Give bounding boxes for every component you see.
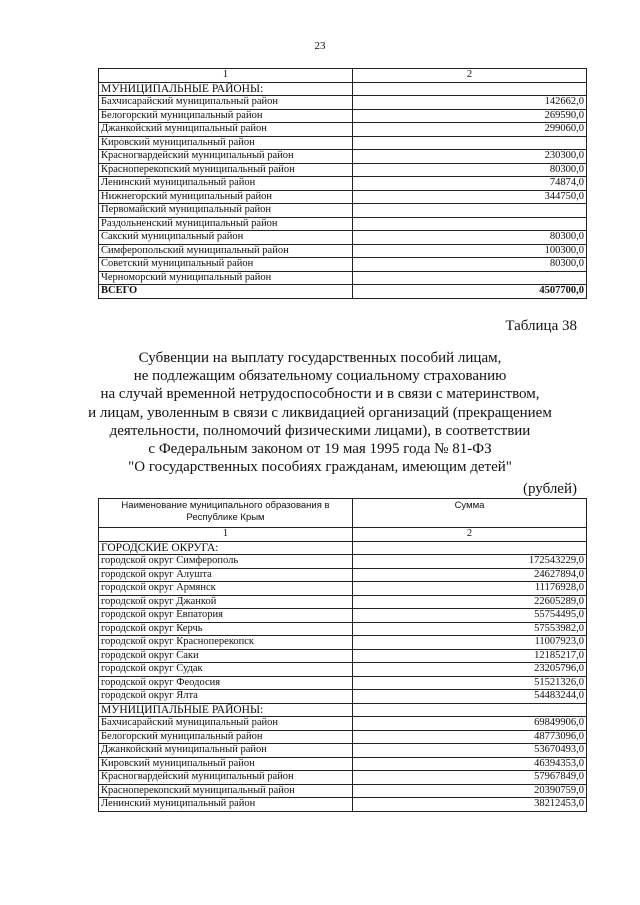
row-name: городской округ Феодосия — [99, 676, 353, 690]
header-sum: Сумма — [353, 499, 587, 528]
row-value: 142662,0 — [353, 96, 587, 110]
subsidy-table-bottom — [98, 498, 587, 812]
row-value — [353, 703, 587, 717]
row-value: 4507700,0 — [353, 285, 587, 299]
row-value: 54483244,0 — [353, 690, 587, 704]
table-row — [99, 744, 587, 758]
row-name: городской округ Керчь — [99, 622, 353, 636]
table-row — [99, 555, 587, 569]
row-value: 46394353,0 — [353, 757, 587, 771]
header-name: Наименование муниципального образования в Республике Крым — [99, 499, 353, 528]
row-name: городской округ Армянск — [99, 582, 353, 596]
row-value — [353, 271, 587, 285]
row-name: городской округ Саки — [99, 649, 353, 663]
title-line: "О государственных пособиях гражданам, имеющим детей" — [128, 459, 512, 476]
row-name: Ленинский муниципальный район — [99, 798, 353, 812]
column-number: 2 — [353, 528, 587, 542]
table-row — [99, 163, 587, 177]
table-row — [99, 622, 587, 636]
table-title — [70, 349, 570, 476]
row-value: 344750,0 — [353, 190, 587, 204]
title-line: деятельности, полномочий физическими лицами), в соответствии — [109, 422, 531, 439]
row-name: Красноперекопский муниципальный район — [99, 784, 353, 798]
row-name: Красногвардейский муниципальный район — [99, 771, 353, 785]
table-row — [99, 150, 587, 164]
section-row — [99, 703, 587, 717]
table-row — [99, 231, 587, 245]
table-row — [99, 582, 587, 596]
section-row — [99, 82, 587, 96]
section-row — [99, 541, 587, 555]
row-value: 11176928,0 — [353, 582, 587, 596]
row-value — [353, 217, 587, 231]
row-name: ГОРОДСКИЕ ОКРУГА: — [99, 541, 353, 555]
row-value: 12185217,0 — [353, 649, 587, 663]
title-line: с Федеральным законом от 19 мая 1995 года № 81-ФЗ — [148, 441, 492, 458]
row-value: 55754495,0 — [353, 609, 587, 623]
table-row — [99, 609, 587, 623]
row-name: Красногвардейский муниципальный район — [99, 150, 353, 164]
row-name: ВСЕГО — [99, 285, 353, 299]
row-value — [353, 204, 587, 218]
row-name: Сакский муниципальный район — [99, 231, 353, 245]
table-row — [99, 757, 587, 771]
row-value: 80300,0 — [353, 163, 587, 177]
row-value — [353, 136, 587, 150]
row-name: Ленинский муниципальный район — [99, 177, 353, 191]
table-row — [99, 96, 587, 110]
row-value: 23205796,0 — [353, 663, 587, 677]
table-row — [99, 717, 587, 731]
table-row — [99, 568, 587, 582]
column-number: 1 — [99, 528, 353, 542]
column-number: 1 — [99, 69, 353, 83]
table-row — [99, 771, 587, 785]
row-value: 57967849,0 — [353, 771, 587, 785]
row-value: 100300,0 — [353, 244, 587, 258]
row-name: городской округ Евпатория — [99, 609, 353, 623]
row-name: Симферопольский муниципальный район — [99, 244, 353, 258]
row-value: 53670493,0 — [353, 744, 587, 758]
table-row — [99, 271, 587, 285]
row-name: Черноморский муниципальный район — [99, 271, 353, 285]
header-row — [99, 499, 587, 528]
table-row — [99, 177, 587, 191]
subsidy-table-top — [98, 68, 587, 299]
table-row — [99, 663, 587, 677]
column-number-row — [99, 528, 587, 542]
table-row — [99, 136, 587, 150]
table-row — [99, 649, 587, 663]
row-name: Джанкойский муниципальный район — [99, 744, 353, 758]
row-value: 24627894,0 — [353, 568, 587, 582]
column-number-row — [99, 69, 587, 83]
row-value — [353, 541, 587, 555]
table-row — [99, 676, 587, 690]
row-value: 11007923,0 — [353, 636, 587, 650]
row-name: городской округ Ялта — [99, 690, 353, 704]
row-name: городской округ Красноперекопск — [99, 636, 353, 650]
row-name: Кировский муниципальный район — [99, 757, 353, 771]
row-name: Бахчисарайский муниципальный район — [99, 96, 353, 110]
row-name: Белогорский муниципальный район — [99, 109, 353, 123]
row-value: 22605289,0 — [353, 595, 587, 609]
row-value: 172543229,0 — [353, 555, 587, 569]
row-value: 57553982,0 — [353, 622, 587, 636]
table-row — [99, 123, 587, 137]
row-value: 48773096,0 — [353, 730, 587, 744]
unit-label: (рублей) — [522, 481, 577, 497]
table-row — [99, 595, 587, 609]
table-row — [99, 798, 587, 812]
page-number: 23 — [314, 40, 326, 52]
total-row — [99, 285, 587, 299]
row-name: МУНИЦИПАЛЬНЫЕ РАЙОНЫ: — [99, 82, 353, 96]
row-value: 230300,0 — [353, 150, 587, 164]
table-row — [99, 636, 587, 650]
table-row — [99, 730, 587, 744]
row-value: 74874,0 — [353, 177, 587, 191]
row-name: Советский муниципальный район — [99, 258, 353, 272]
row-name: Нижнегорский муниципальный район — [99, 190, 353, 204]
title-line: не подлежащим обязательному социальному страхованию — [133, 368, 507, 385]
column-number: 2 — [353, 69, 587, 83]
table-row — [99, 217, 587, 231]
title-line: и лицам, уволенным в связи с ликвидацией организаций (прекращением — [88, 404, 552, 421]
row-name: Первомайский муниципальный район — [99, 204, 353, 218]
row-name: Кировский муниципальный район — [99, 136, 353, 150]
table-row — [99, 690, 587, 704]
table-label: Таблица 38 — [505, 318, 577, 334]
row-value: 69849906,0 — [353, 717, 587, 731]
row-name: Красноперекопский муниципальный район — [99, 163, 353, 177]
row-name: МУНИЦИПАЛЬНЫЕ РАЙОНЫ: — [99, 703, 353, 717]
row-name: Раздольненский муниципальный район — [99, 217, 353, 231]
row-value: 51521326,0 — [353, 676, 587, 690]
row-name: Белогорский муниципальный район — [99, 730, 353, 744]
row-name: Джанкойский муниципальный район — [99, 123, 353, 137]
row-value: 20390759,0 — [353, 784, 587, 798]
title-line: на случай временной нетрудоспособности и в связи с материнством, — [100, 386, 540, 403]
table-row — [99, 190, 587, 204]
row-value: 80300,0 — [353, 258, 587, 272]
row-name: городской округ Симферополь — [99, 555, 353, 569]
table-row — [99, 784, 587, 798]
row-value: 80300,0 — [353, 231, 587, 245]
title-line: Субвенции на выплату государственных пособий лицам, — [138, 350, 502, 366]
row-name: городской округ Судак — [99, 663, 353, 677]
row-value: 38212453,0 — [353, 798, 587, 812]
table-row — [99, 258, 587, 272]
row-value — [353, 82, 587, 96]
row-name: Бахчисарайский муниципальный район — [99, 717, 353, 731]
table-row — [99, 109, 587, 123]
table-row — [99, 204, 587, 218]
row-value: 299060,0 — [353, 123, 587, 137]
row-name: городской округ Джанкой — [99, 595, 353, 609]
row-name: городской округ Алушта — [99, 568, 353, 582]
row-value: 269590,0 — [353, 109, 587, 123]
table-row — [99, 244, 587, 258]
